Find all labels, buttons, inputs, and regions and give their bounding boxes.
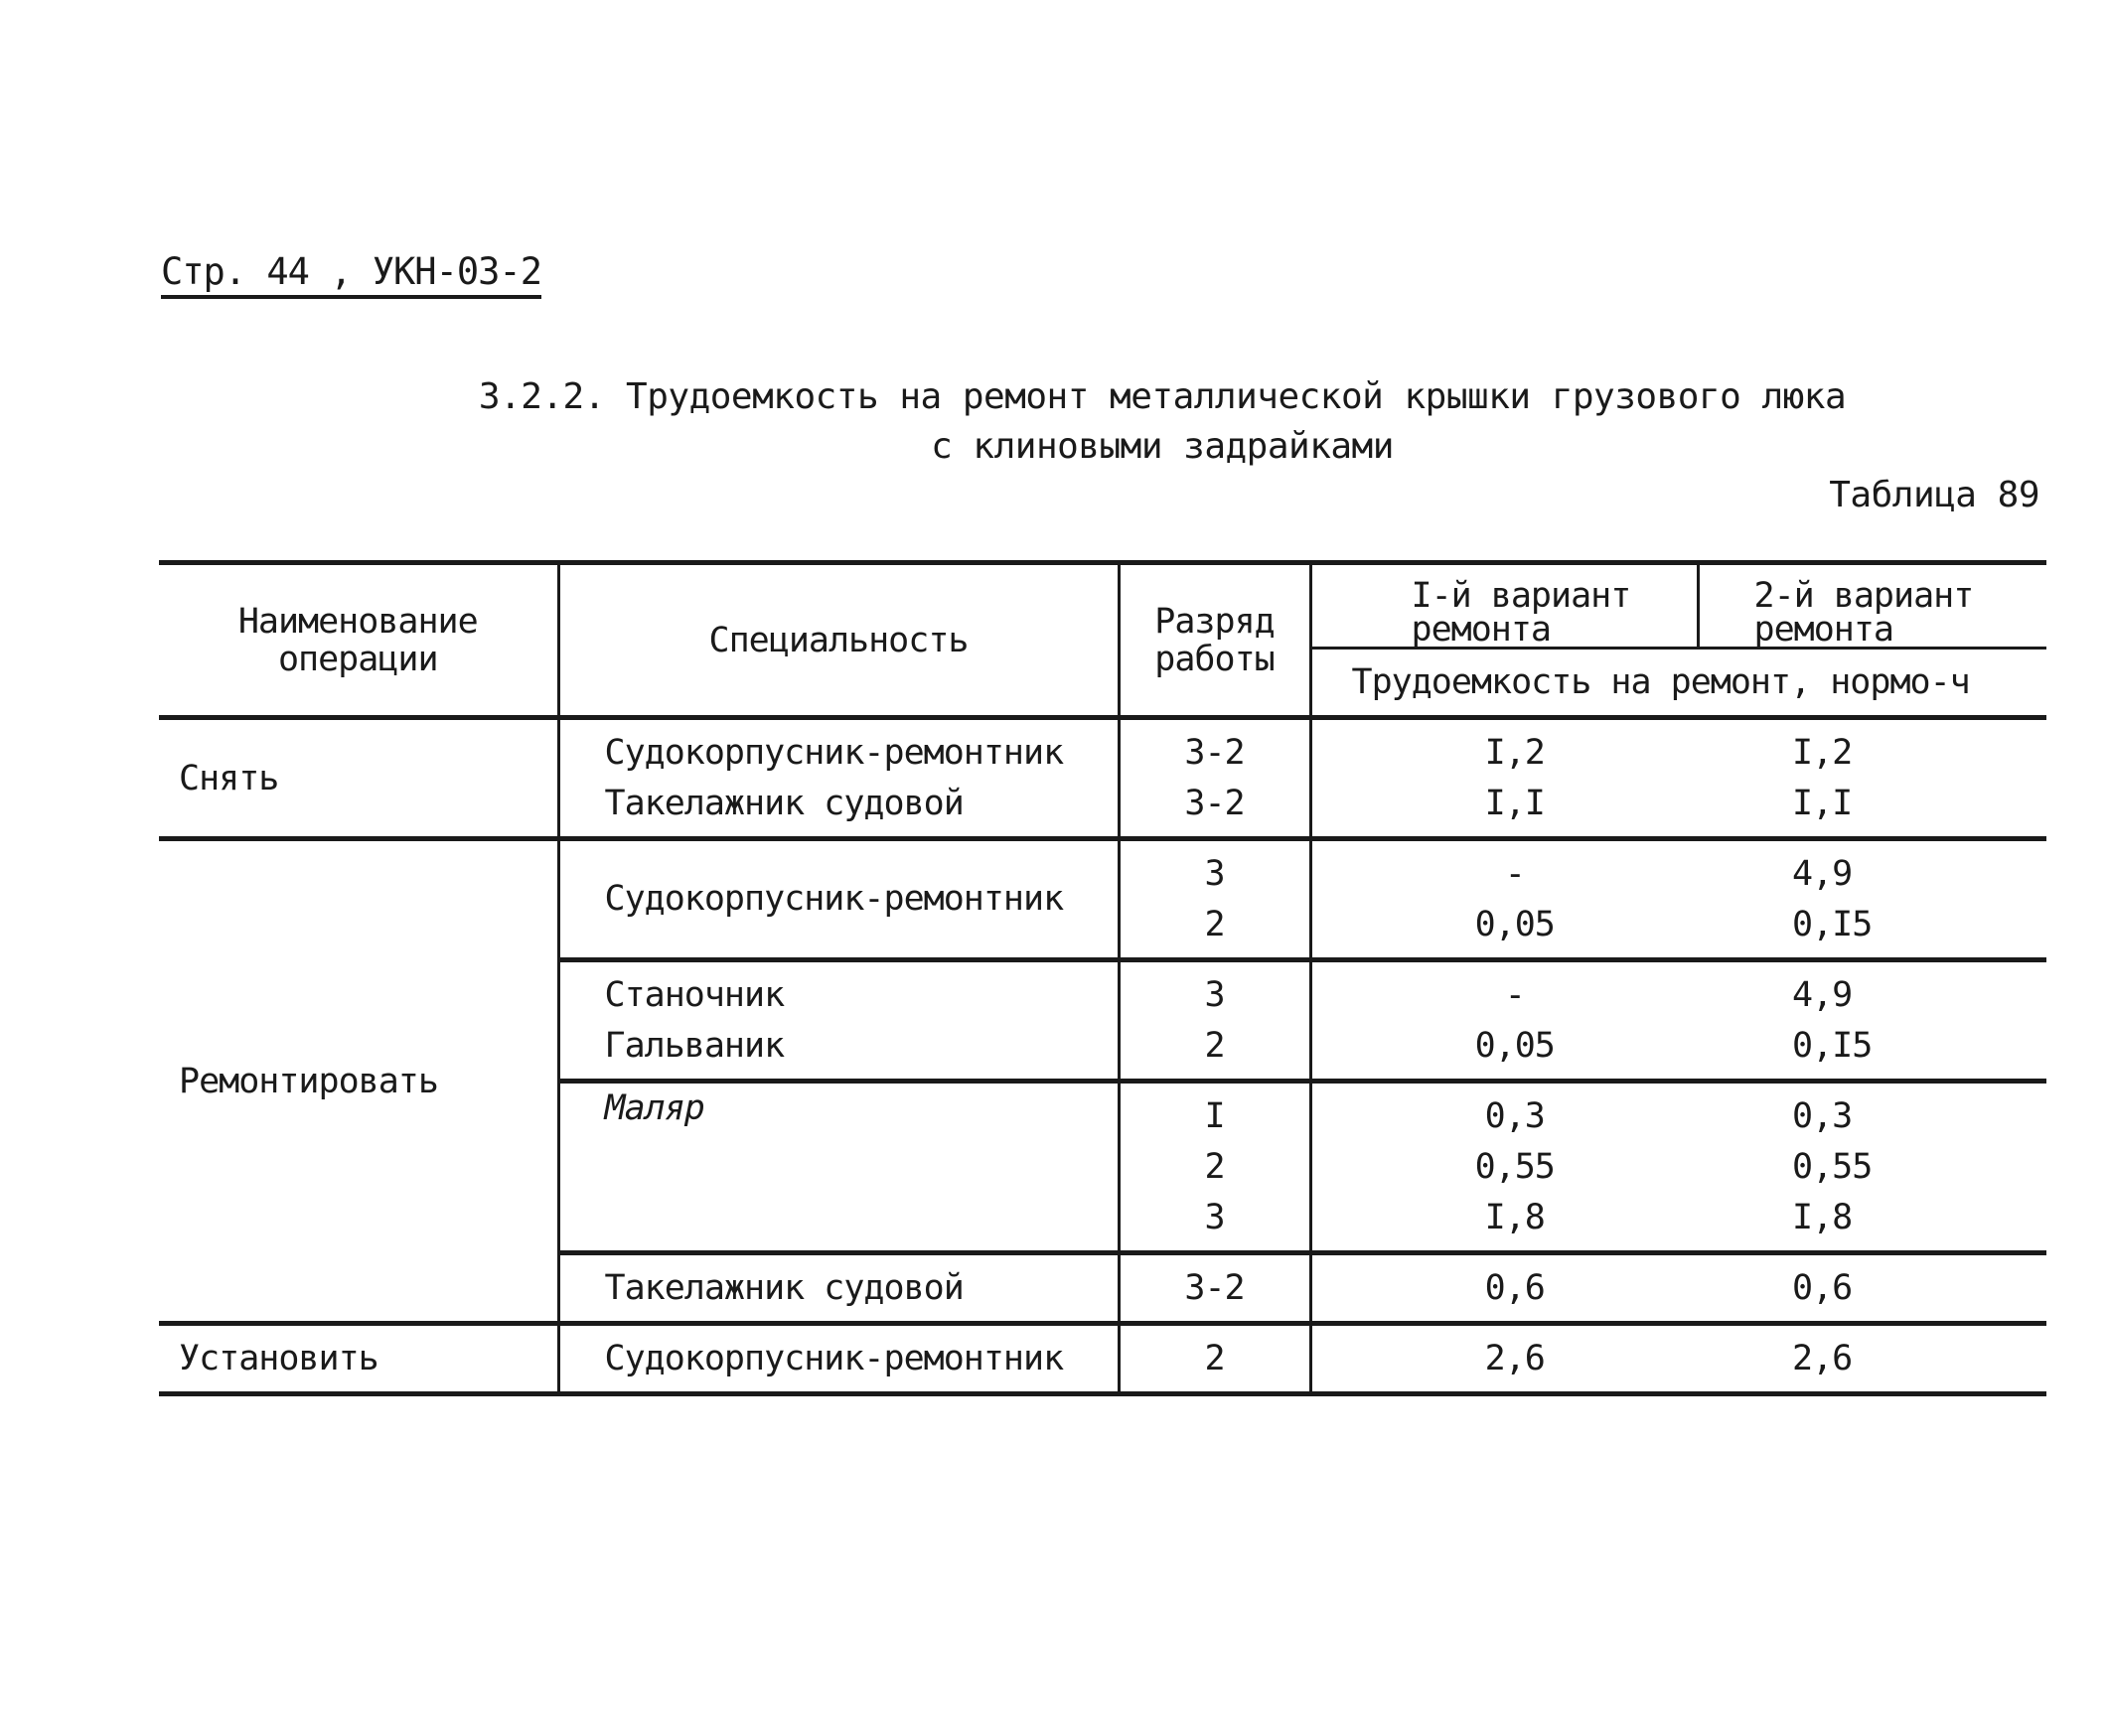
header-variant-2: 2-й вариант ремонта: [1698, 563, 2046, 649]
grade-cell-value: 3: [1204, 1197, 1225, 1237]
grade-cell-value: 3-2: [1184, 1267, 1245, 1308]
variant2-cell-value: 0,6: [1792, 1267, 1853, 1308]
operation-name: Установить: [159, 1324, 558, 1394]
table-row: [159, 1324, 2046, 1394]
specialty-name: Такелажник судовой: [604, 783, 964, 823]
operation-name: Снять: [159, 718, 558, 839]
grade-cell-value: 3-2: [1184, 783, 1245, 823]
grade-cell: [1119, 1324, 1310, 1394]
variant2-cell: [1698, 718, 2046, 839]
variant1-cell-value: -: [1504, 974, 1525, 1015]
title-line-2: с клиновыми задрайками: [931, 426, 1394, 467]
grade-cell-value: 3: [1204, 853, 1225, 894]
table-body: [159, 718, 2046, 1394]
specialty-name: Такелажник судовой: [604, 1267, 964, 1308]
variant2-cell: [1698, 960, 2046, 1082]
document-title: [477, 372, 1848, 472]
grade-cell: [1119, 960, 1310, 1082]
grade-cell: [1119, 1082, 1310, 1253]
specialty-cell: [558, 960, 1119, 1082]
table-row: [159, 839, 2046, 960]
specialty-cell: [558, 1324, 1119, 1394]
variant2-cell-value: I,2: [1792, 732, 1853, 773]
variant2-cell-value: 4,9: [1792, 974, 1853, 1015]
variant2-cell-value: 0,3: [1792, 1095, 1853, 1136]
specialty-name: Маляр: [604, 1088, 704, 1128]
header-variant-1: I-й вариант ремонта: [1310, 563, 1698, 649]
specialty-cell: [558, 1253, 1119, 1324]
specialty-cell: [558, 1082, 1119, 1253]
variant1-cell-value: 0,05: [1474, 1025, 1555, 1066]
variant1-cell: [1310, 1253, 1698, 1324]
grade-cell-value: 2: [1204, 1025, 1225, 1066]
variant1-cell-value: I,8: [1484, 1197, 1545, 1237]
variant1-cell-value: I,2: [1484, 732, 1545, 773]
grade-cell-value: 3-2: [1184, 732, 1245, 773]
variant2-cell: [1698, 839, 2046, 960]
specialty-cell: [558, 839, 1119, 960]
variant1-cell: [1310, 839, 1698, 960]
variant1-cell-value: 0,6: [1484, 1267, 1545, 1308]
specialty-name: Судокорпусник-ремонтник: [604, 879, 1064, 919]
grade-cell-value: I: [1204, 1095, 1225, 1136]
variant1-cell-value: 2,6: [1484, 1338, 1545, 1378]
variant2-cell-value: 2,6: [1792, 1338, 1853, 1378]
grade-cell: [1119, 1253, 1310, 1324]
labor-intensity-table: [159, 560, 2046, 1396]
variant2-cell-value: 4,9: [1792, 853, 1853, 894]
variant1-cell: [1310, 1324, 1698, 1394]
grade-cell-value: 3: [1204, 974, 1225, 1015]
table-row: [159, 718, 2046, 839]
variant2-cell-value: I,I: [1792, 783, 1853, 823]
variant1-cell: [1310, 960, 1698, 1082]
header-operation: Наименование операции: [159, 563, 558, 718]
grade-cell-value: 2: [1204, 1338, 1225, 1378]
variant2-cell-value: 0,55: [1792, 1146, 1873, 1187]
header-unit: Трудоемкость на ремонт, нормо-ч: [1310, 649, 2046, 718]
specialty-name: Судокорпусник-ремонтник: [604, 1338, 1064, 1378]
variant2-cell-value: I,8: [1792, 1197, 1853, 1237]
page-reference: Стр. 44 , УКН-03-2: [161, 250, 541, 299]
specialty-name: Судокорпусник-ремонтник: [604, 732, 1064, 773]
variant2-cell-value: 0,I5: [1792, 1025, 1873, 1066]
specialty-cell: [558, 718, 1119, 839]
variant1-cell-value: -: [1504, 853, 1525, 894]
grade-cell-value: 2: [1204, 904, 1225, 944]
header-grade: Разряд работы: [1119, 563, 1310, 718]
operation-name: Ремонтировать: [159, 839, 558, 1324]
grade-cell: [1119, 718, 1310, 839]
variant2-cell: [1698, 1082, 2046, 1253]
variant1-cell-value: I,I: [1484, 783, 1545, 823]
variant2-cell: [1698, 1253, 2046, 1324]
variant1-cell-value: 0,05: [1474, 904, 1555, 944]
title-line-1: 3.2.2. Трудоемкость на ремонт металлической крышки грузового люка: [478, 376, 1847, 417]
table-number: Таблица 89: [1829, 475, 2039, 515]
variant1-cell-value: 0,55: [1474, 1146, 1555, 1187]
variant2-cell: [1698, 1324, 2046, 1394]
specialty-name: Гальваник: [604, 1025, 785, 1066]
variant2-cell-value: 0,I5: [1792, 904, 1873, 944]
grade-cell: [1119, 839, 1310, 960]
header-specialty: Специальность: [558, 563, 1119, 718]
variant1-cell-value: 0,3: [1484, 1095, 1545, 1136]
variant1-cell: [1310, 1082, 1698, 1253]
variant1-cell: [1310, 718, 1698, 839]
grade-cell-value: 2: [1204, 1146, 1225, 1187]
specialty-name: Станочник: [604, 974, 785, 1015]
